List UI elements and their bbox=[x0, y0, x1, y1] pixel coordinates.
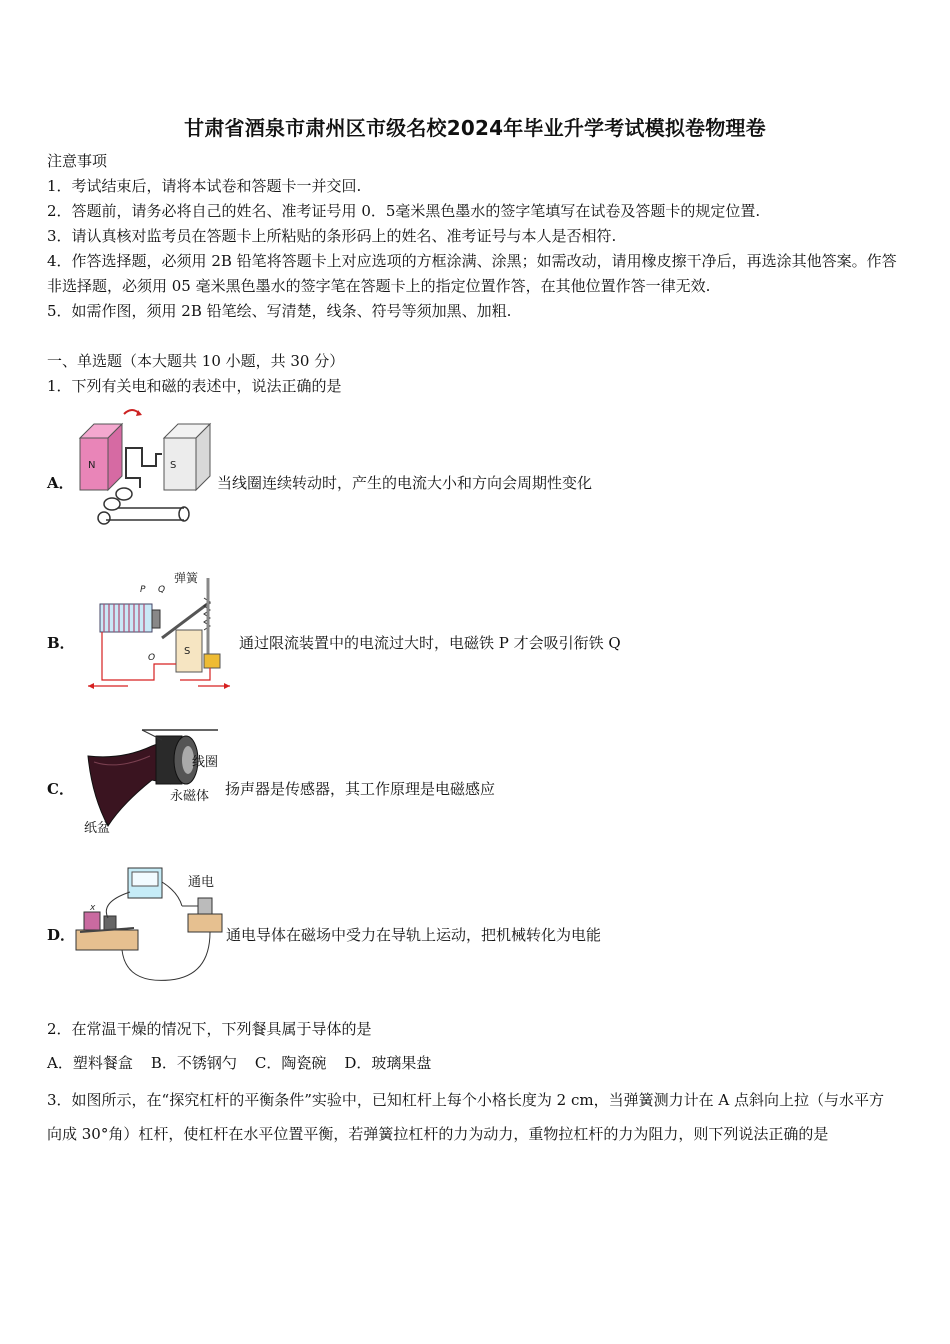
section-heading: 一、单选题（本大题共 10 小题，共 30 分） bbox=[47, 352, 345, 370]
coil-label: 线圈 bbox=[192, 755, 219, 770]
question-1-stem: 1．下列有关电和磁的表述中，说法正确的是 bbox=[47, 377, 342, 395]
switch-s-label: S bbox=[184, 646, 191, 657]
option-a-text: 当线圈连续转动时，产生的电流大小和方向会周期性变化 bbox=[217, 474, 593, 492]
power-label: 通电 bbox=[188, 875, 215, 890]
option-b-label: B． bbox=[47, 634, 75, 652]
q2-option-c: C．陶瓷碗 bbox=[254, 1054, 327, 1072]
o-label: O bbox=[148, 653, 156, 663]
option-b-text: 通过限流装置中的电流过大时，电磁铁 P 才会吸引衔铁 Q bbox=[239, 634, 621, 652]
magnet-label: 永磁体 bbox=[170, 789, 210, 804]
notice-item-3: 3．请认真核对监考员在答题卡上所粘贴的条形码上的姓名、准考证号与本人是否相符. bbox=[47, 227, 617, 245]
magnet-s-label: S bbox=[170, 460, 177, 471]
magnet-n-label: N bbox=[88, 460, 96, 471]
cone-label: 纸盆 bbox=[84, 821, 111, 836]
q2-option-a: A．塑料餐盒 bbox=[47, 1054, 133, 1072]
motor-rail-figure bbox=[70, 862, 226, 992]
question-3-stem: 3．如图所示，在“探究杠杆的平衡条件”实验中，已知杠杆上每个小格长度为 2 cm，当弹簧测力计在 A 点斜向上拉（与水平方向成 30°角）杠杆，使杠杆在水平位置平衡，若弹簧拉杠杆的力为动力，重物拉杠杆的力为阻力，则下列说法正确的是 bbox=[47, 1091, 884, 1143]
notice-item-1: 1．考试结束后，请将本试卷和答题卡一并交回. bbox=[47, 177, 362, 195]
page-title: 甘肃省酒泉市肃州区市级名校2024年毕业升学考试模拟卷物理卷 bbox=[184, 116, 766, 140]
q2-option-d: D．玻璃果盘 bbox=[344, 1054, 432, 1072]
question-2-options bbox=[47, 1053, 431, 1073]
option-a-label: A． bbox=[47, 474, 74, 492]
option-c-text: 扬声器是传感器，其工作原理是电磁感应 bbox=[225, 780, 496, 798]
question-2-stem: 2．在常温干燥的情况下，下列餐具属于导体的是 bbox=[47, 1020, 372, 1038]
notice-item-4: 4．作答选择题，必须用 2B 铅笔将答题卡上对应选项的方框涂满、涂黑；如需改动，请用橡皮擦干净后，再选涂其他答案。作答非选择题，必须用 05 毫米黑色墨水的签字笔在答题卡上的指定位置作答，在其他位置作答一律无效. bbox=[47, 252, 897, 295]
notice-heading: 注意事项 bbox=[47, 152, 108, 170]
option-d-label: D． bbox=[47, 926, 76, 944]
option-c-label: C． bbox=[47, 780, 74, 798]
q2-option-b: B．不锈钢勺 bbox=[150, 1054, 237, 1072]
notice-item-2: 2．答题前，请务必将自己的姓名、准考证号用 0．5毫米黑色墨水的签字笔填写在试卷及答题卡的规定位置. bbox=[47, 202, 761, 220]
spring-label: 弹簧 bbox=[174, 571, 199, 585]
generator-figure bbox=[72, 408, 214, 533]
speaker-figure bbox=[82, 726, 224, 838]
q-label: Q bbox=[158, 585, 166, 595]
current-limiter-figure bbox=[80, 568, 240, 690]
option-d-text: 通电导体在磁场中受力在导轨上运动，把机械转化为电能 bbox=[226, 926, 602, 944]
notice-item-5: 5．如需作图，须用 2B 铅笔绘、写清楚，线条、符号等须加黑、加粗. bbox=[47, 302, 512, 320]
p-label: P bbox=[140, 585, 146, 595]
x-label: x bbox=[90, 903, 96, 913]
